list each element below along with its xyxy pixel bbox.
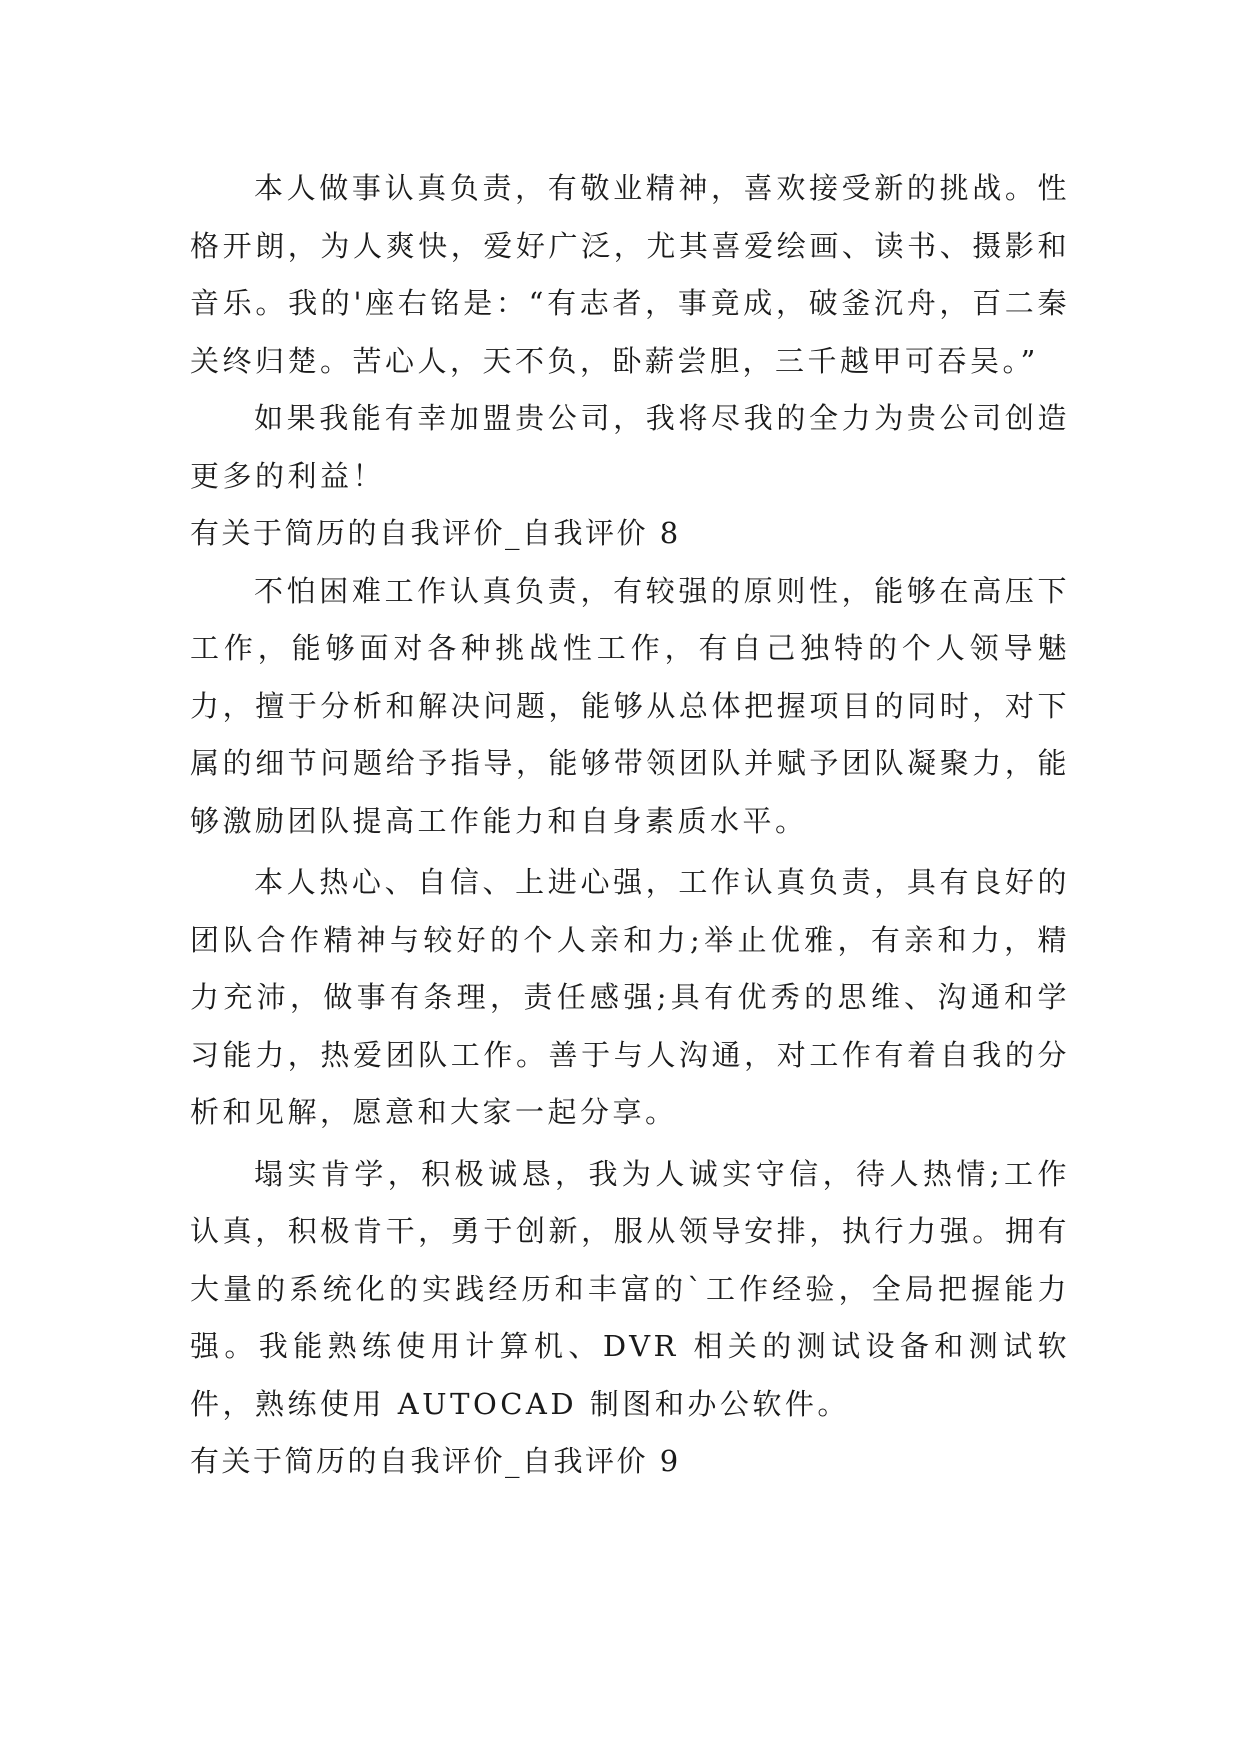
document-body <box>190 160 1070 1491</box>
paragraph-teamwork: 本人热心、自信、上进心强，工作认真负责，具有良好的团队合作精神与较好的个人亲和力;举止优雅，有亲和力，精力充沛，做事有条理，责任感强;具有优秀的思维、沟通和学习能力，热爱团队工作。善于与人沟通，对工作有着自我的分析和见解，愿意和大家一起分享。 <box>190 865 1070 1129</box>
paragraph-motto: 本人做事认真负责，有敬业精神，喜欢接受新的挑战。性格开朗，为人爽快，爱好广泛，尤其喜爱绘画、读书、摄影和音乐。我的'座右铭是：“有志者，事竟成，破釜沉舟，百二秦关终归楚。苦心人，天不负，卧薪尝胆，三千越甲可吞吴。” <box>190 171 1070 378</box>
paragraph-join-company: 如果我能有幸加盟贵公司，我将尽我的全力为贵公司创造更多的利益！ <box>190 401 1070 493</box>
section-heading-9: 有关于简历的自我评价_自我评价 9 <box>190 1444 681 1478</box>
paragraph-skills: 塌实肯学，积极诚恳，我为人诚实守信，待人热情;工作认真，积极肯干，勇于创新，服从领导安排，执行力强。拥有大量的系统化的实践经历和丰富的`工作经验，全局把握能力强。我能熟练使用计算机、DVR 相关的测试设备和测试软件，熟练使用 AUTOCAD 制图和办公软件。 <box>190 1156 1070 1421</box>
paragraph-leadership: 不怕困难工作认真负责，有较强的原则性，能够在高压下工作，能够面对各种挑战性工作，有自己独特的个人领导魅力，擅于分析和解决问题，能够从总体把握项目的同时，对下属的细节问题给予指导，能够带领团队并赋予团队凝聚力，能够激励团队提高工作能力和自身素质水平。 <box>190 573 1070 838</box>
section-heading-8: 有关于简历的自我评价_自我评价 8 <box>190 516 681 550</box>
